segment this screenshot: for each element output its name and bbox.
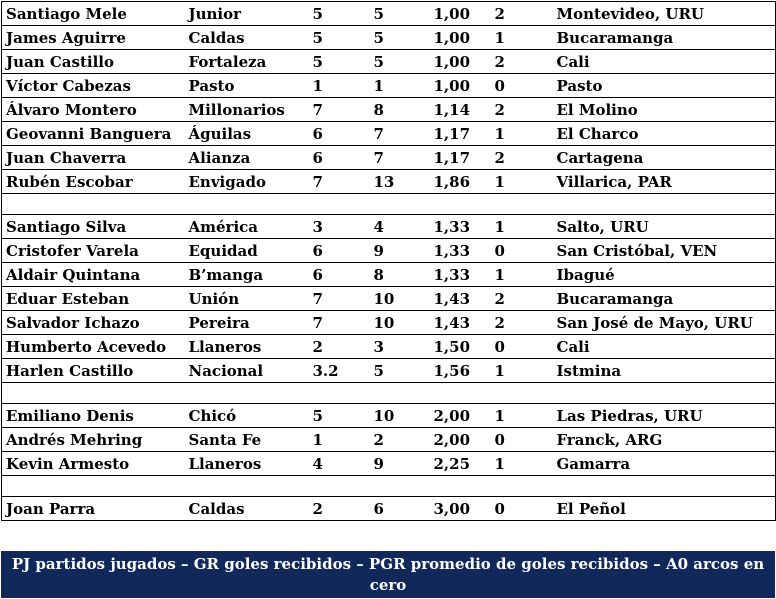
clean-sheets-cell: 0 <box>491 428 553 452</box>
birthplace-cell: Bucaramanga <box>553 287 776 311</box>
team-cell: Caldas <box>185 497 309 521</box>
matches-played-cell: 7 <box>309 311 370 335</box>
birthplace-cell: Franck, ARG <box>553 428 776 452</box>
table-row <box>2 335 776 359</box>
team-cell: Equidad <box>185 239 309 263</box>
player-name-cell: Eduar Esteban <box>2 287 185 311</box>
table-row <box>2 2 776 26</box>
table-body <box>2 2 776 521</box>
birthplace-cell: Las Piedras, URU <box>553 404 776 428</box>
goals-average-cell: 1,33 <box>430 263 491 287</box>
clean-sheets-cell: 1 <box>491 170 553 194</box>
birthplace-cell: Salto, URU <box>553 215 776 239</box>
table-row <box>2 359 776 383</box>
goals-conceded-cell: 7 <box>370 122 430 146</box>
goals-conceded-cell: 13 <box>370 170 430 194</box>
goals-conceded-cell: 5 <box>370 26 430 50</box>
goals-average-cell: 2,00 <box>430 404 491 428</box>
birthplace-cell: Cartagena <box>553 146 776 170</box>
birthplace-cell: San José de Mayo, URU <box>553 311 776 335</box>
team-cell: Llaneros <box>185 335 309 359</box>
matches-played-cell: 5 <box>309 26 370 50</box>
clean-sheets-cell: 1 <box>491 122 553 146</box>
clean-sheets-cell: 1 <box>491 452 553 476</box>
goals-average-cell: 1,17 <box>430 122 491 146</box>
player-name-cell: Geovanni Banguera <box>2 122 185 146</box>
clean-sheets-cell: 2 <box>491 146 553 170</box>
goals-average-cell: 1,00 <box>430 26 491 50</box>
clean-sheets-cell: 0 <box>491 74 553 98</box>
table-row <box>2 170 776 194</box>
goals-average-cell: 1,50 <box>430 335 491 359</box>
goals-conceded-cell: 9 <box>370 452 430 476</box>
table-row <box>2 50 776 74</box>
table-row <box>2 452 776 476</box>
group-separator-row <box>2 194 776 215</box>
clean-sheets-cell: 1 <box>491 263 553 287</box>
goals-conceded-cell: 3 <box>370 335 430 359</box>
table-row <box>2 146 776 170</box>
player-name-cell: Cristofer Varela <box>2 239 185 263</box>
clean-sheets-cell: 0 <box>491 239 553 263</box>
goals-conceded-cell: 6 <box>370 497 430 521</box>
matches-played-cell: 6 <box>309 122 370 146</box>
team-cell: Caldas <box>185 26 309 50</box>
clean-sheets-cell: 2 <box>491 98 553 122</box>
goals-conceded-cell: 10 <box>370 311 430 335</box>
clean-sheets-cell: 1 <box>491 359 553 383</box>
birthplace-cell: El Molino <box>553 98 776 122</box>
table-row <box>2 497 776 521</box>
team-cell: Pereira <box>185 311 309 335</box>
goals-average-cell: 1,86 <box>430 170 491 194</box>
table-row <box>2 239 776 263</box>
player-name-cell: Álvaro Montero <box>2 98 185 122</box>
goals-conceded-cell: 9 <box>370 239 430 263</box>
goals-conceded-cell: 1 <box>370 74 430 98</box>
goals-average-cell: 1,56 <box>430 359 491 383</box>
birthplace-cell: Istmina <box>553 359 776 383</box>
player-name-cell: Juan Chaverra <box>2 146 185 170</box>
birthplace-cell: San Cristóbal, VEN <box>553 239 776 263</box>
player-name-cell: Santiago Mele <box>2 2 185 26</box>
goals-conceded-cell: 8 <box>370 263 430 287</box>
table-row <box>2 98 776 122</box>
matches-played-cell: 5 <box>309 404 370 428</box>
matches-played-cell: 5 <box>309 50 370 74</box>
goals-average-cell: 1,33 <box>430 215 491 239</box>
table-row <box>2 404 776 428</box>
goals-average-cell: 1,43 <box>430 311 491 335</box>
goals-conceded-cell: 7 <box>370 146 430 170</box>
goals-average-cell: 1,00 <box>430 50 491 74</box>
table-row <box>2 122 776 146</box>
goals-average-cell: 1,33 <box>430 239 491 263</box>
team-cell: Águilas <box>185 122 309 146</box>
player-name-cell: Rubén Escobar <box>2 170 185 194</box>
matches-played-cell: 7 <box>309 170 370 194</box>
team-cell: Unión <box>185 287 309 311</box>
matches-played-cell: 6 <box>309 263 370 287</box>
goals-conceded-cell: 10 <box>370 404 430 428</box>
matches-played-cell: 5 <box>309 2 370 26</box>
goals-average-cell: 1,00 <box>430 2 491 26</box>
player-name-cell: Emiliano Denis <box>2 404 185 428</box>
goals-conceded-cell: 10 <box>370 287 430 311</box>
birthplace-cell: Ibagué <box>553 263 776 287</box>
team-cell: Alianza <box>185 146 309 170</box>
table-row <box>2 74 776 98</box>
player-name-cell: Humberto Acevedo <box>2 335 185 359</box>
clean-sheets-cell: 2 <box>491 287 553 311</box>
legend-footer: PJ partidos jugados – GR goles recibidos – PGR promedio de goles recibidos – A0 arcos en cero <box>1 551 775 598</box>
team-cell: Junior <box>185 2 309 26</box>
clean-sheets-cell: 1 <box>491 26 553 50</box>
player-name-cell: James Aguirre <box>2 26 185 50</box>
team-cell: Chicó <box>185 404 309 428</box>
goalkeeper-stats-table <box>1 1 776 521</box>
clean-sheets-cell: 1 <box>491 215 553 239</box>
team-cell: América <box>185 215 309 239</box>
player-name-cell: Salvador Ichazo <box>2 311 185 335</box>
matches-played-cell: 7 <box>309 98 370 122</box>
matches-played-cell: 6 <box>309 146 370 170</box>
matches-played-cell: 2 <box>309 497 370 521</box>
birthplace-cell: Bucaramanga <box>553 26 776 50</box>
player-name-cell: Juan Castillo <box>2 50 185 74</box>
goals-conceded-cell: 5 <box>370 2 430 26</box>
separator-cell <box>2 476 776 497</box>
matches-played-cell: 4 <box>309 452 370 476</box>
clean-sheets-cell: 2 <box>491 2 553 26</box>
goals-average-cell: 2,25 <box>430 452 491 476</box>
matches-played-cell: 7 <box>309 287 370 311</box>
birthplace-cell: Villarica, PAR <box>553 170 776 194</box>
matches-played-cell: 3 <box>309 215 370 239</box>
team-cell: Millonarios <box>185 98 309 122</box>
goals-conceded-cell: 4 <box>370 215 430 239</box>
goals-average-cell: 2,00 <box>430 428 491 452</box>
team-cell: B’manga <box>185 263 309 287</box>
group-separator-row <box>2 476 776 497</box>
team-cell: Pasto <box>185 74 309 98</box>
birthplace-cell: El Peñol <box>553 497 776 521</box>
birthplace-cell: Gamarra <box>553 452 776 476</box>
goals-average-cell: 1,14 <box>430 98 491 122</box>
matches-played-cell: 3.2 <box>309 359 370 383</box>
group-separator-row <box>2 383 776 404</box>
matches-played-cell: 1 <box>309 74 370 98</box>
goals-conceded-cell: 8 <box>370 98 430 122</box>
table-row <box>2 311 776 335</box>
team-cell: Llaneros <box>185 452 309 476</box>
table-row <box>2 26 776 50</box>
table-row <box>2 215 776 239</box>
goals-conceded-cell: 2 <box>370 428 430 452</box>
player-name-cell: Víctor Cabezas <box>2 74 185 98</box>
birthplace-cell: Montevideo, URU <box>553 2 776 26</box>
goals-conceded-cell: 5 <box>370 50 430 74</box>
clean-sheets-cell: 0 <box>491 335 553 359</box>
goals-conceded-cell: 5 <box>370 359 430 383</box>
birthplace-cell: Pasto <box>553 74 776 98</box>
clean-sheets-cell: 2 <box>491 311 553 335</box>
goals-average-cell: 1,00 <box>430 74 491 98</box>
team-cell: Santa Fe <box>185 428 309 452</box>
player-name-cell: Aldair Quintana <box>2 263 185 287</box>
clean-sheets-cell: 0 <box>491 497 553 521</box>
player-name-cell: Harlen Castillo <box>2 359 185 383</box>
team-cell: Fortaleza <box>185 50 309 74</box>
clean-sheets-cell: 2 <box>491 50 553 74</box>
matches-played-cell: 1 <box>309 428 370 452</box>
matches-played-cell: 2 <box>309 335 370 359</box>
table-row <box>2 263 776 287</box>
player-name-cell: Kevin Armesto <box>2 452 185 476</box>
team-cell: Envigado <box>185 170 309 194</box>
table-row <box>2 287 776 311</box>
goals-average-cell: 1,17 <box>430 146 491 170</box>
table-row <box>2 428 776 452</box>
player-name-cell: Joan Parra <box>2 497 185 521</box>
birthplace-cell: El Charco <box>553 122 776 146</box>
birthplace-cell: Cali <box>553 50 776 74</box>
goals-average-cell: 1,43 <box>430 287 491 311</box>
birthplace-cell: Cali <box>553 335 776 359</box>
clean-sheets-cell: 1 <box>491 404 553 428</box>
separator-cell <box>2 383 776 404</box>
matches-played-cell: 6 <box>309 239 370 263</box>
goals-average-cell: 3,00 <box>430 497 491 521</box>
player-name-cell: Santiago Silva <box>2 215 185 239</box>
team-cell: Nacional <box>185 359 309 383</box>
player-name-cell: Andrés Mehring <box>2 428 185 452</box>
separator-cell <box>2 194 776 215</box>
